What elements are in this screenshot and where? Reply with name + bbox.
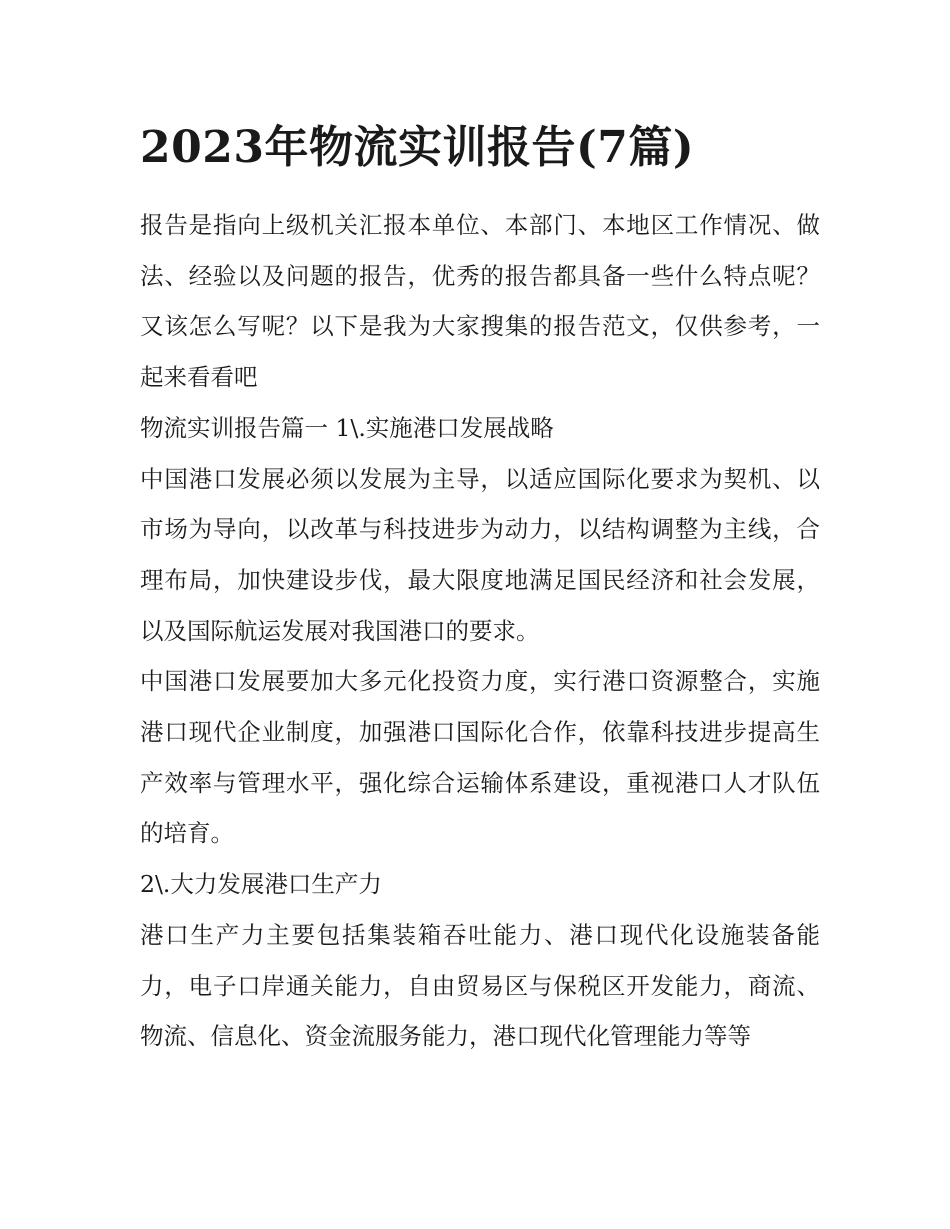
section-heading-1: 物流实训报告篇一 1\.实施港口发展战略	[140, 413, 554, 442]
section-heading-2: 2\.大力发展港口生产力	[140, 870, 382, 899]
paragraph-2: 中国港口发展要加大多元化投资力度，实行港口资源整合，实施港口现代企业制度，加强港口国际化合作，依靠科技进步提高生产效率与管理水平，强化综合运输体系建设，重视港口人才队伍的培育。	[140, 667, 820, 848]
paragraph-1: 中国港口发展必须以发展为主导，以适应国际化要求为契机、以市场为导向，以改革与科技进步为动力，以结构调整为主线，合理布局，加快建设步伐，最大限度地满足国民经济和社会发展，以及国际航运发展对我国港口的要求。	[140, 464, 820, 645]
document-body	[140, 200, 820, 1062]
intro-paragraph: 报告是指向上级机关汇报本单位、本部门、本地区工作情况、做法、经验以及问题的报告，优秀的报告都具备一些什么特点呢？又该怎么写呢？以下是我为大家搜集的报告范文，仅供参考，一起来看看吧	[140, 211, 820, 392]
paragraph-3: 港口生产力主要包括集装箱吞吐能力、港口现代化设施装备能力，电子口岸通关能力，自由贸易区与保税区开发能力，商流、物流、信息化、资金流服务能力，港口现代化管理能力等等	[140, 920, 820, 1051]
document-title: 2023年物流实训报告(7篇)	[140, 122, 695, 173]
